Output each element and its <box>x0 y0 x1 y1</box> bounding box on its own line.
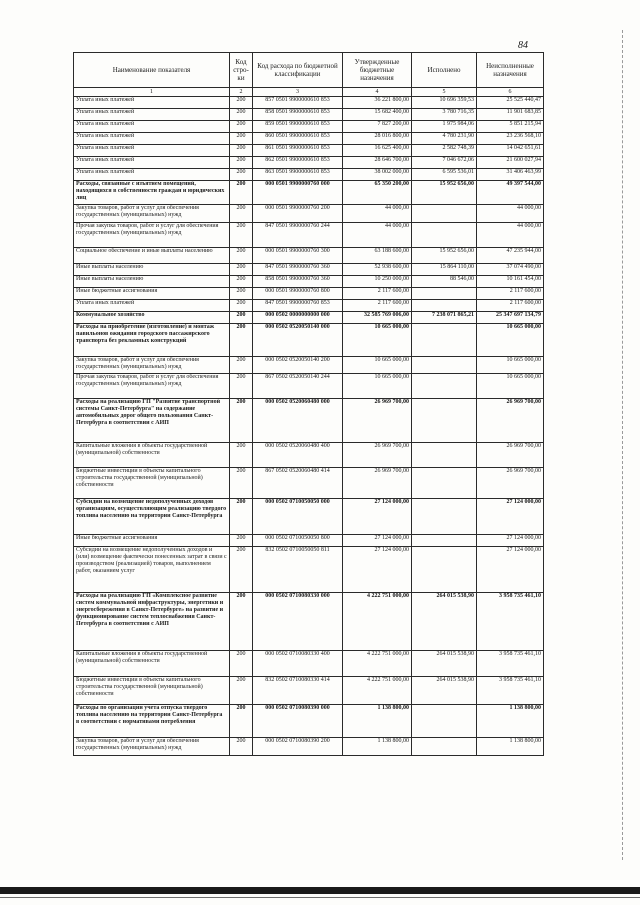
cell-code: 200 <box>230 121 253 133</box>
cell-executed: 7 046 672,06 <box>412 157 477 169</box>
cell-name: Бюджетные инвестиции в объекты капитального строительства государственной (муниципальной) собственности <box>74 468 230 499</box>
cell-executed: 264 015 538,90 <box>412 593 477 651</box>
cell-name: Субсидии на возмещение недополученных доходов организациям, осуществляющим реализацию твердого топлива населению на территории Санкт-Петербурга <box>74 499 230 535</box>
cell-unexecuted: 37 074 490,00 <box>477 264 544 276</box>
cell-name: Иные бюджетные ассигнования <box>74 535 230 547</box>
cell-executed: 15 952 656,00 <box>412 181 477 205</box>
cell-approved: 27 124 000,00 <box>343 547 412 593</box>
cell-executed <box>412 374 477 399</box>
cell-classification: 857 0501 9900000610 853 <box>253 97 343 109</box>
cell-code: 200 <box>230 133 253 145</box>
cell-classification: 858 0501 9900000610 853 <box>253 109 343 121</box>
cell-classification: 858 0501 9900000760 360 <box>253 276 343 288</box>
cell-code: 200 <box>230 248 253 264</box>
cell-executed <box>412 499 477 535</box>
header-unexecuted: Неисполненные назначения <box>477 53 544 88</box>
table-row <box>74 651 544 677</box>
cell-approved: 10 665 000,00 <box>343 374 412 399</box>
cell-approved: 44 000,00 <box>343 205 412 223</box>
table-row <box>74 593 544 651</box>
cell-code: 200 <box>230 374 253 399</box>
cell-executed <box>412 324 477 357</box>
cell-approved: 36 221 800,00 <box>343 97 412 109</box>
cell-classification: 847 0501 9900000760 360 <box>253 264 343 276</box>
cell-unexecuted: 27 124 000,00 <box>477 499 544 535</box>
cell-approved: 1 138 800,00 <box>343 705 412 738</box>
cell-approved: 4 222 751 000,00 <box>343 651 412 677</box>
cell-executed: 264 015 538,90 <box>412 677 477 705</box>
cell-approved: 2 117 600,00 <box>343 288 412 300</box>
cell-approved: 26 969 700,00 <box>343 468 412 499</box>
cell-approved: 7 827 200,00 <box>343 121 412 133</box>
cell-approved: 4 222 751 000,00 <box>343 677 412 705</box>
header-code: Код стро-ки <box>230 53 253 88</box>
cell-name: Субсидии на возмещение недополученных доходов и (или) возмещение фактически понесенных затрат в связи с производством (реализацией) товаров, выполнением работ, оказанием услуг <box>74 547 230 593</box>
table-row <box>74 109 544 121</box>
cell-name: Уплата иных платежей <box>74 109 230 121</box>
cell-executed: 2 582 748,39 <box>412 145 477 157</box>
cell-name: Расходы на приобретение (изготовление) и монтаж павильонов ожидания городского пассажирского транспорта без рекламных конструкций <box>74 324 230 357</box>
table-row <box>74 248 544 264</box>
cell-unexecuted: 3 958 735 461,10 <box>477 651 544 677</box>
table-row <box>74 145 544 157</box>
cell-name: Уплата иных платежей <box>74 133 230 145</box>
cell-approved: 28 646 700,00 <box>343 157 412 169</box>
table-row <box>74 276 544 288</box>
cell-executed <box>412 738 477 756</box>
cell-code: 200 <box>230 300 253 312</box>
cell-classification: 000 0502 0710080330 400 <box>253 651 343 677</box>
column-number: 3 <box>253 88 343 97</box>
cell-classification: 000 0501 9900000760 300 <box>253 248 343 264</box>
table-row <box>74 205 544 223</box>
cell-executed: 1 975 984,06 <box>412 121 477 133</box>
cell-classification: 000 0502 0710050050 000 <box>253 499 343 535</box>
table-row <box>74 547 544 593</box>
cell-unexecuted: 10 161 454,00 <box>477 276 544 288</box>
cell-unexecuted: 47 235 944,00 <box>477 248 544 264</box>
bottom-border-thin <box>0 897 640 898</box>
column-number: 6 <box>477 88 544 97</box>
cell-classification: 860 0501 9900000610 853 <box>253 133 343 145</box>
cell-approved: 38 002 000,00 <box>343 169 412 181</box>
cell-name: Капитальные вложения в объекты государственной (муниципальной) собственности <box>74 443 230 468</box>
cell-executed: 4 780 231,90 <box>412 133 477 145</box>
cell-name: Закупка товаров, работ и услуг для обеспечения государственных (муниципальных) нужд <box>74 205 230 223</box>
header-classification: Код расхода по бюджетной классификации <box>253 53 343 88</box>
table-row <box>74 535 544 547</box>
cell-executed <box>412 468 477 499</box>
cell-approved: 15 682 400,00 <box>343 109 412 121</box>
cell-approved: 10 665 000,00 <box>343 324 412 357</box>
cell-unexecuted: 10 665 000,00 <box>477 357 544 374</box>
table-row <box>74 121 544 133</box>
cell-approved: 65 350 200,00 <box>343 181 412 205</box>
cell-unexecuted: 31 406 463,99 <box>477 169 544 181</box>
page-edge-divider <box>622 30 623 860</box>
cell-unexecuted: 26 969 700,00 <box>477 468 544 499</box>
cell-code: 200 <box>230 399 253 443</box>
cell-unexecuted: 25 525 440,47 <box>477 97 544 109</box>
cell-code: 200 <box>230 677 253 705</box>
cell-unexecuted: 49 397 544,00 <box>477 181 544 205</box>
cell-unexecuted: 1 138 800,00 <box>477 738 544 756</box>
cell-unexecuted: 3 958 735 461,10 <box>477 677 544 705</box>
cell-code: 200 <box>230 324 253 357</box>
cell-code: 200 <box>230 223 253 248</box>
cell-executed: 6 595 536,01 <box>412 169 477 181</box>
table-row <box>74 443 544 468</box>
cell-code: 200 <box>230 312 253 324</box>
table-row <box>74 181 544 205</box>
cell-executed: 264 015 538,90 <box>412 651 477 677</box>
cell-unexecuted: 44 000,00 <box>477 205 544 223</box>
cell-name: Расходы на реализацию ГП «Комплексное развитие систем коммунальной инфраструктуры, энергетики и энергосбережения в Санкт-Петербурге» на развитие и функционирование систем теплоснабжения Санкт-Петербурга в соответствии с АИП <box>74 593 230 651</box>
cell-classification: 000 0502 0520060480 000 <box>253 399 343 443</box>
cell-classification: 847 0501 9900000760 244 <box>253 223 343 248</box>
cell-approved: 28 016 800,00 <box>343 133 412 145</box>
cell-name: Уплата иных платежей <box>74 157 230 169</box>
cell-classification: 000 0502 0710050050 800 <box>253 535 343 547</box>
cell-name: Коммунальное хозяйство <box>74 312 230 324</box>
cell-unexecuted: 3 958 735 461,10 <box>477 593 544 651</box>
cell-name: Социальное обеспечение и иные выплаты населению <box>74 248 230 264</box>
cell-classification: 861 0501 9900000610 853 <box>253 145 343 157</box>
cell-code: 200 <box>230 705 253 738</box>
cell-code: 200 <box>230 97 253 109</box>
cell-code: 200 <box>230 205 253 223</box>
cell-approved: 32 585 769 006,00 <box>343 312 412 324</box>
column-number-row <box>74 88 544 97</box>
cell-unexecuted: 14 042 651,61 <box>477 145 544 157</box>
cell-executed <box>412 705 477 738</box>
cell-approved: 4 222 751 000,00 <box>343 593 412 651</box>
table-row <box>74 357 544 374</box>
header-approved: Утвержденные бюджетные назначения <box>343 53 412 88</box>
cell-executed <box>412 535 477 547</box>
cell-unexecuted: 27 124 000,00 <box>477 535 544 547</box>
cell-unexecuted: 2 117 600,00 <box>477 300 544 312</box>
cell-approved: 27 124 000,00 <box>343 499 412 535</box>
cell-approved: 2 117 600,00 <box>343 300 412 312</box>
cell-classification: 000 0502 0520060480 400 <box>253 443 343 468</box>
cell-executed <box>412 399 477 443</box>
cell-approved: 16 625 400,00 <box>343 145 412 157</box>
header-executed: Исполнено <box>412 53 477 88</box>
cell-code: 200 <box>230 651 253 677</box>
cell-classification: 000 0502 0710080390 000 <box>253 705 343 738</box>
column-number: 5 <box>412 88 477 97</box>
column-number: 4 <box>343 88 412 97</box>
cell-executed: 15 864 110,00 <box>412 264 477 276</box>
cell-name: Уплата иных платежей <box>74 169 230 181</box>
cell-unexecuted: 10 665 000,00 <box>477 374 544 399</box>
cell-approved: 26 969 700,00 <box>343 399 412 443</box>
cell-code: 200 <box>230 276 253 288</box>
cell-name: Закупка товаров, работ и услуг для обеспечения государственных (муниципальных) нужд <box>74 357 230 374</box>
budget-execution-table <box>73 52 544 756</box>
cell-code: 200 <box>230 288 253 300</box>
cell-code: 200 <box>230 181 253 205</box>
table-header-row <box>74 53 544 88</box>
header-name: Наименование показателя <box>74 53 230 88</box>
cell-name: Иные бюджетные ассигнования <box>74 288 230 300</box>
table-row <box>74 312 544 324</box>
cell-approved: 52 938 600,00 <box>343 264 412 276</box>
cell-classification: 867 0502 0520050140 244 <box>253 374 343 399</box>
page-number: 84 <box>518 40 528 51</box>
cell-code: 200 <box>230 468 253 499</box>
cell-name: Уплата иных платежей <box>74 145 230 157</box>
cell-unexecuted: 11 901 683,85 <box>477 109 544 121</box>
cell-code: 200 <box>230 145 253 157</box>
cell-classification: 000 0501 9900000760 800 <box>253 288 343 300</box>
cell-code: 200 <box>230 169 253 181</box>
cell-approved: 10 250 000,00 <box>343 276 412 288</box>
bottom-border <box>0 887 640 894</box>
table-row <box>74 677 544 705</box>
cell-classification: 000 0502 0710080330 000 <box>253 593 343 651</box>
cell-approved: 44 000,00 <box>343 223 412 248</box>
cell-approved: 26 969 700,00 <box>343 443 412 468</box>
cell-classification: 867 0502 0520060480 414 <box>253 468 343 499</box>
cell-unexecuted: 10 665 000,00 <box>477 324 544 357</box>
cell-unexecuted: 2 117 600,00 <box>477 288 544 300</box>
cell-executed <box>412 205 477 223</box>
cell-classification: 859 0501 9900000610 853 <box>253 121 343 133</box>
cell-code: 200 <box>230 157 253 169</box>
cell-unexecuted: 27 124 000,00 <box>477 547 544 593</box>
table-row <box>74 169 544 181</box>
cell-code: 200 <box>230 547 253 593</box>
cell-classification: 000 0502 0000000000 000 <box>253 312 343 324</box>
cell-name: Расходы, связанные с изъятием помещений, находящихся в собственности граждан и юридических лиц <box>74 181 230 205</box>
cell-code: 200 <box>230 535 253 547</box>
cell-unexecuted: 26 969 700,00 <box>477 443 544 468</box>
table-row <box>74 288 544 300</box>
cell-classification: 000 0502 0710080390 200 <box>253 738 343 756</box>
cell-approved: 10 665 000,00 <box>343 357 412 374</box>
cell-executed <box>412 547 477 593</box>
cell-classification: 000 0502 0520050140 200 <box>253 357 343 374</box>
cell-unexecuted: 44 000,00 <box>477 223 544 248</box>
cell-executed <box>412 288 477 300</box>
column-number: 1 <box>74 88 230 97</box>
cell-executed <box>412 300 477 312</box>
cell-name: Закупка товаров, работ и услуг для обеспечения государственных (муниципальных) нужд <box>74 738 230 756</box>
cell-executed: 10 696 359,53 <box>412 97 477 109</box>
table-row <box>74 223 544 248</box>
cell-name: Иные выплаты населению <box>74 264 230 276</box>
cell-name: Расходы по организации учета отпуска твердого топлива населению на территории Санкт-Петербурга в соответствии с нормативами потребления <box>74 705 230 738</box>
cell-classification: 847 0501 9900000760 853 <box>253 300 343 312</box>
table-row <box>74 738 544 756</box>
cell-name: Уплата иных платежей <box>74 300 230 312</box>
cell-approved: 27 124 000,00 <box>343 535 412 547</box>
cell-unexecuted: 23 236 568,10 <box>477 133 544 145</box>
table-row <box>74 157 544 169</box>
cell-classification: 000 0501 9900000760 200 <box>253 205 343 223</box>
cell-classification: 832 0502 0710050050 811 <box>253 547 343 593</box>
cell-classification: 862 0501 9900000610 853 <box>253 157 343 169</box>
cell-classification: 000 0502 0520050140 000 <box>253 324 343 357</box>
table-row <box>74 705 544 738</box>
cell-name: Прочая закупка товаров, работ и услуг для обеспечения государственных (муниципальных) нужд <box>74 223 230 248</box>
cell-name: Бюджетные инвестиции в объекты капитального строительства государственной (муниципальной) собственности <box>74 677 230 705</box>
cell-classification: 863 0501 9900000610 853 <box>253 169 343 181</box>
cell-executed: 3 780 716,35 <box>412 109 477 121</box>
cell-code: 200 <box>230 109 253 121</box>
cell-classification: 000 0501 9900000760 000 <box>253 181 343 205</box>
cell-name: Уплата иных платежей <box>74 121 230 133</box>
table-row <box>74 499 544 535</box>
cell-code: 200 <box>230 357 253 374</box>
cell-executed: 7 238 071 865,21 <box>412 312 477 324</box>
table-row <box>74 97 544 109</box>
cell-code: 200 <box>230 443 253 468</box>
cell-unexecuted: 21 600 027,94 <box>477 157 544 169</box>
cell-code: 200 <box>230 738 253 756</box>
table-row <box>74 133 544 145</box>
cell-unexecuted: 26 969 700,00 <box>477 399 544 443</box>
cell-name: Расходы на реализацию ГП "Развитие транспортной системы Санкт-Петербурга" на содержание автомобильных дорог общего пользования Санкт-Петербурга в соответствии с АИП <box>74 399 230 443</box>
cell-executed: 15 952 656,00 <box>412 248 477 264</box>
cell-executed: 88 546,00 <box>412 276 477 288</box>
cell-name: Прочая закупка товаров, работ и услуг для обеспечения государственных (муниципальных) нужд <box>74 374 230 399</box>
cell-unexecuted: 5 851 215,94 <box>477 121 544 133</box>
table-row <box>74 324 544 357</box>
cell-approved: 63 188 600,00 <box>343 248 412 264</box>
table-row <box>74 374 544 399</box>
table-row <box>74 399 544 443</box>
table-row <box>74 468 544 499</box>
column-number: 2 <box>230 88 253 97</box>
cell-unexecuted: 1 138 800,00 <box>477 705 544 738</box>
cell-name: Уплата иных платежей <box>74 97 230 109</box>
cell-executed <box>412 223 477 248</box>
table-row <box>74 264 544 276</box>
cell-code: 200 <box>230 499 253 535</box>
cell-unexecuted: 25 347 697 134,79 <box>477 312 544 324</box>
table-body <box>74 97 544 756</box>
cell-classification: 832 0502 0710080330 414 <box>253 677 343 705</box>
cell-executed <box>412 357 477 374</box>
cell-name: Капитальные вложения в объекты государственной (муниципальной) собственности <box>74 651 230 677</box>
cell-code: 200 <box>230 264 253 276</box>
cell-approved: 1 138 800,00 <box>343 738 412 756</box>
cell-executed <box>412 443 477 468</box>
cell-name: Иные выплаты населению <box>74 276 230 288</box>
cell-code: 200 <box>230 593 253 651</box>
table-row <box>74 300 544 312</box>
